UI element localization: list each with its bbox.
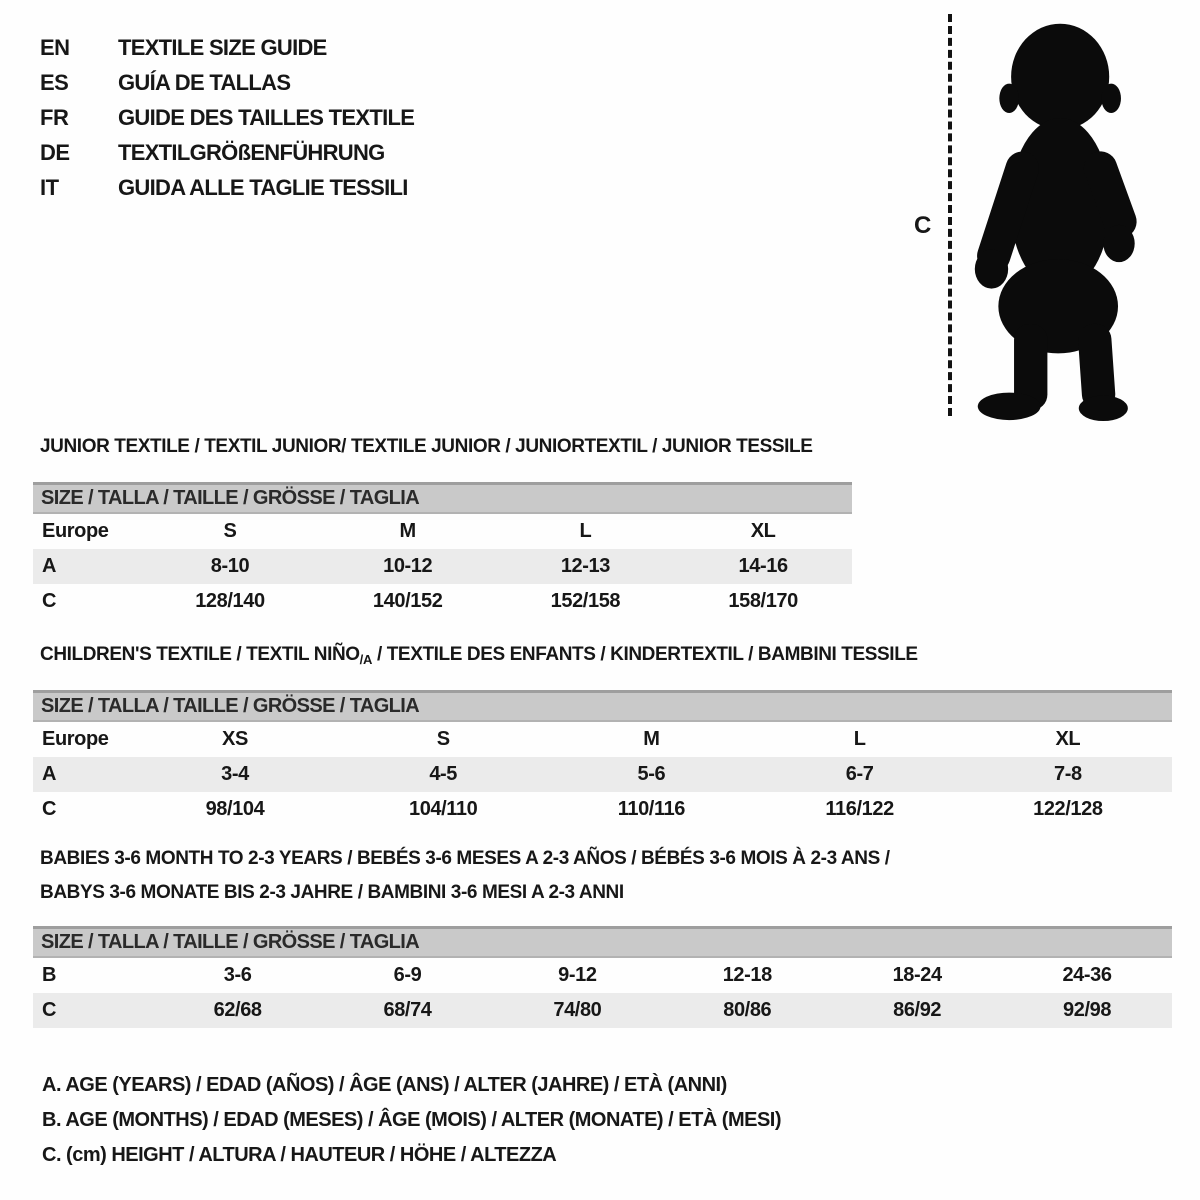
table-row [33, 993, 1172, 1028]
size-cell: 24-36 [1062, 964, 1112, 986]
size-cell: 6-9 [393, 964, 422, 986]
size-cell: 12-18 [722, 964, 772, 986]
size-cell: 4-5 [339, 757, 547, 792]
children-title-prefix: CHILDREN'S TEXTILE / TEXTIL NIÑO [40, 644, 360, 665]
size-cell: S [223, 520, 237, 542]
size-cell: XL [1055, 728, 1081, 750]
children-title-subscript: /A [359, 652, 373, 667]
lang-code-fr: FR [40, 104, 69, 130]
junior-size-band: SIZE / TALLA / TAILLE / GRÖSSE / TAGLIA [33, 482, 852, 514]
size-cell: 116/122 [825, 798, 894, 820]
children-size-band: SIZE / TALLA / TAILLE / GRÖSSE / TAGLIA [33, 690, 1172, 722]
size-cell: 12-13 [497, 549, 675, 584]
size-cell: 86/92 [832, 993, 1002, 1028]
size-cell: 92/98 [1002, 993, 1172, 1028]
lang-row-de [40, 135, 414, 170]
size-cell: 10-12 [319, 549, 497, 584]
lang-row-en [40, 30, 414, 65]
lang-row-es [40, 65, 414, 100]
table-row [33, 549, 852, 584]
size-cell: S [436, 728, 450, 750]
height-measure-label: C [914, 212, 931, 239]
size-cell: XS [222, 728, 248, 750]
row-label: C [33, 993, 153, 1028]
size-cell: L [579, 520, 592, 542]
junior-section-title: JUNIOR TEXTILE / TEXTIL JUNIOR/ TEXTILE JUNIOR / JUNIORTEXTIL / JUNIOR TESSILE [40, 436, 813, 457]
size-cell: 6-7 [756, 757, 964, 792]
lang-code-it: IT [40, 174, 59, 200]
size-cell: 8-10 [141, 549, 319, 584]
row-label: A [33, 549, 141, 584]
row-label: Europe [42, 728, 109, 750]
size-cell: 9-12 [558, 964, 597, 986]
legend-height-cm: C. (cm) HEIGHT / ALTURA / HAUTEUR / HÖHE / ALTEZZA [42, 1144, 557, 1166]
size-cell: 14-16 [674, 549, 852, 584]
babies-section-title-line1: BABIES 3-6 MONTH TO 2-3 YEARS / BEBÉS 3-6 MESES A 2-3 AÑOS / BÉBÉS 3-6 MOIS À 2-3 ANS / [40, 848, 890, 869]
size-cell: 98/104 [205, 798, 265, 820]
toddler-silhouette-icon [968, 12, 1168, 424]
lang-title-de: TEXTILGRÖßENFÜHRUNG [118, 139, 385, 165]
size-cell: 3-6 [223, 964, 252, 986]
lang-code-de: DE [40, 139, 70, 165]
size-cell: 7-8 [964, 757, 1172, 792]
size-cell: 152/158 [550, 590, 621, 612]
size-cell: L [853, 728, 866, 750]
size-cell: 18-24 [892, 964, 942, 986]
row-label: C [42, 798, 57, 820]
lang-title-fr: GUIDE DES TAILLES TEXTILE [118, 104, 415, 130]
row-label: B [42, 964, 57, 986]
size-cell: 110/116 [617, 798, 686, 820]
babies-size-band: SIZE / TALLA / TAILLE / GRÖSSE / TAGLIA [33, 926, 1172, 958]
lang-title-es: GUÍA DE TALLAS [118, 69, 291, 95]
legend-age-years: A. AGE (YEARS) / EDAD (AÑOS) / ÂGE (ANS) / ALTER (JAHRE) / ETÀ (ANNI) [42, 1074, 727, 1096]
size-cell: 62/68 [153, 993, 323, 1028]
table-row [33, 958, 1172, 993]
legend-age-months: B. AGE (MONTHS) / EDAD (MESES) / ÂGE (MOIS) / ALTER (MONATE) / ETÀ (MESI) [42, 1109, 782, 1131]
size-cell: 68/74 [323, 993, 493, 1028]
lang-code-es: ES [40, 69, 69, 95]
table-row [33, 514, 852, 549]
table-row [33, 757, 1172, 792]
size-cell: 122/128 [1033, 798, 1103, 820]
lang-row-fr [40, 100, 414, 135]
size-cell: XL [750, 520, 776, 542]
junior-size-table [33, 514, 852, 619]
lang-title-en: TEXTILE SIZE GUIDE [118, 34, 327, 60]
lang-row-it [40, 170, 414, 205]
babies-section-title-line2: BABYS 3-6 MONATE BIS 2-3 JAHRE / BAMBINI 3-6 MESI A 2-3 ANNI [40, 882, 624, 903]
size-cell: 128/140 [195, 590, 265, 612]
size-cell: M [399, 520, 416, 542]
size-cell: 80/86 [662, 993, 832, 1028]
row-label: A [33, 757, 131, 792]
babies-size-table [33, 958, 1172, 1028]
lang-title-it: GUIDA ALLE TAGLIE TESSILI [118, 174, 408, 200]
height-measure-line [948, 14, 952, 416]
children-title-suffix: / TEXTILE DES ENFANTS / KINDERTEXTIL / BAMBINI TESSILE [372, 644, 918, 665]
children-size-table [33, 722, 1172, 827]
size-cell: 158/170 [728, 590, 798, 612]
table-row [33, 722, 1172, 757]
table-row [33, 792, 1172, 827]
children-section-title [40, 644, 918, 667]
table-row [33, 584, 852, 619]
size-cell: 74/80 [492, 993, 662, 1028]
size-cell: 104/110 [408, 798, 478, 820]
size-cell: 5-6 [547, 757, 755, 792]
language-title-block [40, 30, 414, 205]
lang-code-en: EN [40, 34, 70, 60]
size-cell: 3-4 [131, 757, 339, 792]
legend-block [42, 1068, 781, 1173]
row-label: C [42, 590, 57, 612]
size-cell: 140/152 [372, 590, 443, 612]
size-cell: M [643, 728, 660, 750]
row-label: Europe [42, 520, 109, 542]
